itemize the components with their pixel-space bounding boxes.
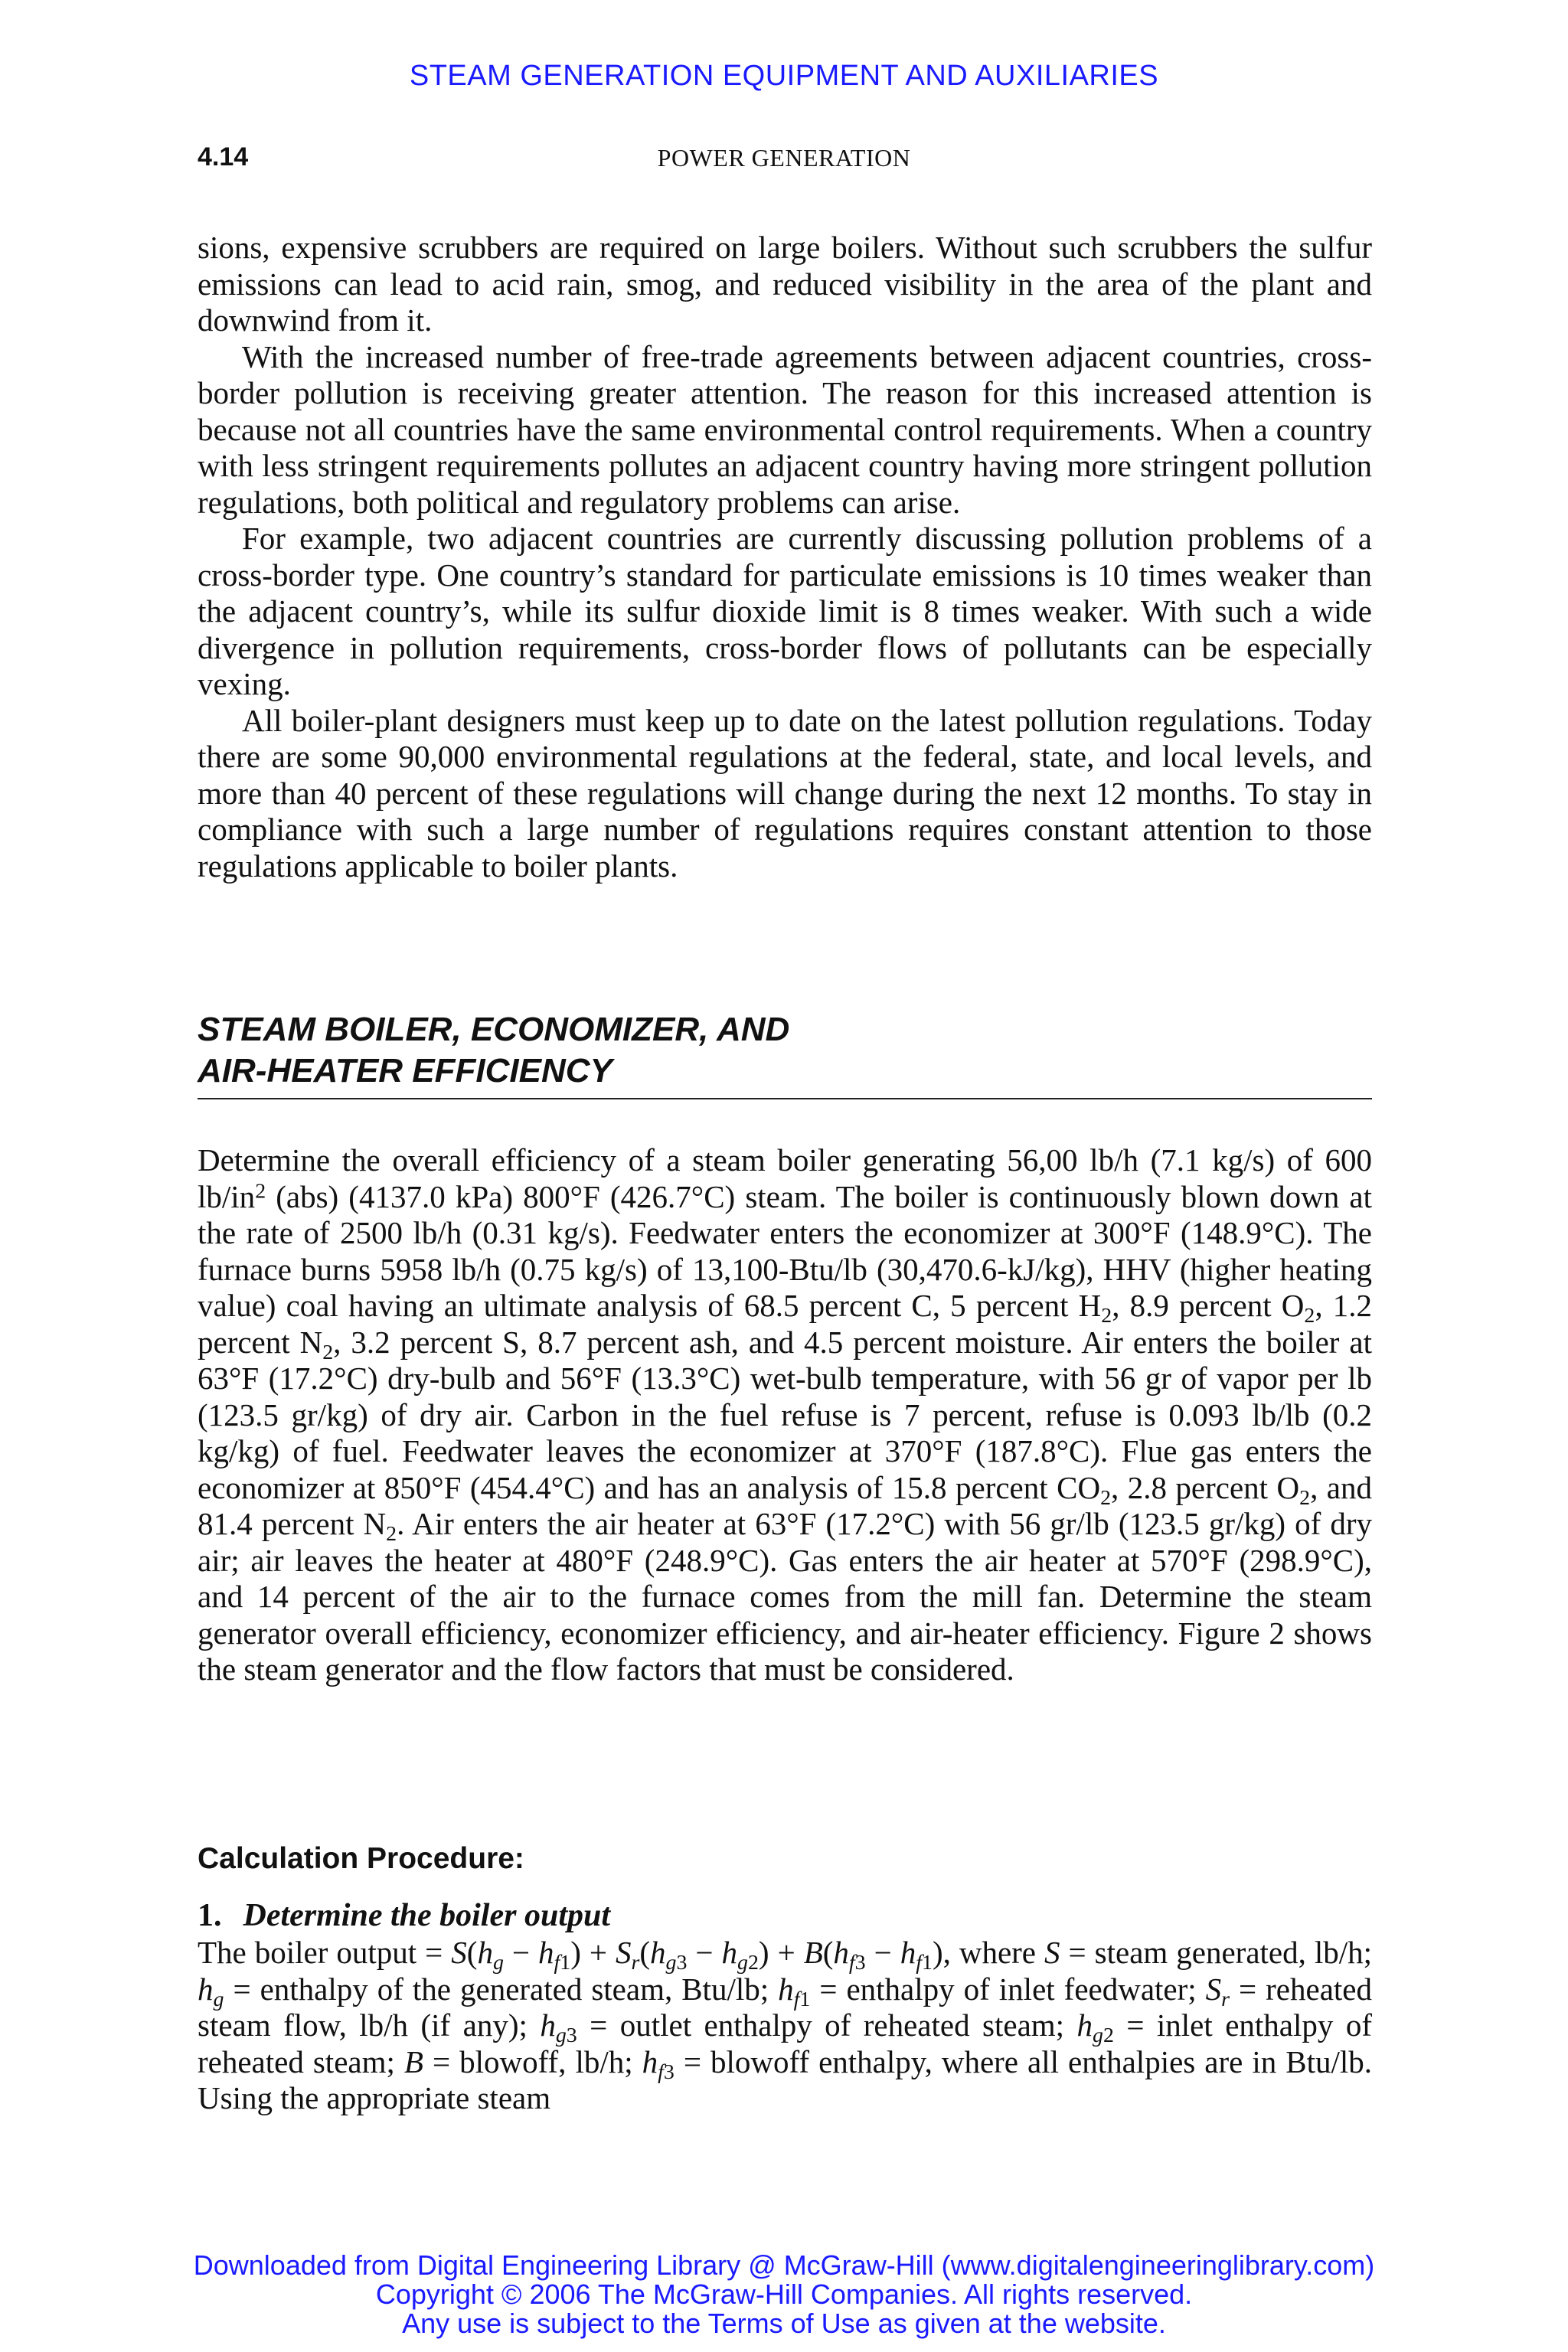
paragraph-2: With the increased number of free-trade agreements between adjacent countries, cross-border pollution is receiving greater attention. The reason for this increased attention is because not all countries have the same environmental control requirements. When a country with less stringent requirements pollutes an adjacent country having more stringent pollution regulations, both political and regulatory problems can arise. — [198, 338, 1372, 520]
section-title-line-1: STEAM BOILER, ECONOMIZER, AND — [198, 1011, 790, 1048]
section-title-line-2: AIR-HEATER EFFICIENCY — [198, 1052, 612, 1089]
step-title: Determine the boiler output — [243, 1898, 611, 1933]
step-1-paragraph: The boiler output = $S(h_g - h_{f1}) + S_r(h_{g3} - h_{g2}) + B(h_{f3} - h_{f1})$, where S = steam generated, lb/h; $h_g$ = enthalpy of the generated steam, Btu/lb; $h_{f1}$ = enthalpy of inlet feedwater; $S_r$ = reheated steam flow, lb/h (if any); $h_{g3}$ = outlet enthalpy of reheated steam; $h_{g2}$ = inlet enthalpy of reheated steam; B = blowoff, lb/h; $h_{f3}$ = blowoff enthalpy, where all enthalpies are in Btu/lb. Using the appropriate steam — [198, 1935, 1373, 2115]
calculation-procedure-heading: Calculation Procedure: — [198, 1842, 524, 1875]
step-number: 1. — [198, 1898, 222, 1933]
running-head: POWER GENERATION — [657, 144, 911, 172]
footer-copyright: Copyright © 2006 The McGraw-Hill Companies. All rights reserved. — [375, 2278, 1193, 2310]
page-number: 4.14 — [198, 142, 249, 172]
step-1-heading — [198, 1897, 610, 1934]
intro-text — [198, 230, 1372, 884]
book-section-banner[interactable]: STEAM GENERATION EQUIPMENT AND AUXILIARIES — [409, 60, 1159, 92]
problem-statement — [198, 1142, 1372, 1688]
download-footer[interactable] — [0, 2251, 1568, 2338]
paragraph-4: All boiler-plant designers must keep up to date on the latest pollution regulations. Today there are some 90,000 environmental regulations at the federal, state, and local levels, and more than 40 percent of these regulations will change during the next 12 months. To stay in compliance with such a large number of regulations requires constant attention to those regulations applicable to boiler plants. — [198, 702, 1372, 884]
paragraph-1: sions, expensive scrubbers are required on large boilers. Without such scrubbers the sulfur emissions can lead to acid rain, smog, and reduced visibility in the area of the plant and downwind from it. — [198, 230, 1372, 338]
step-1-body — [198, 1935, 1372, 2117]
footer-terms[interactable]: Any use is subject to the Terms of Use as given at the website. — [402, 2308, 1166, 2339]
problem-paragraph: Determine the overall efficiency of a steam boiler generating 56,00 lb/h (7.1 kg/s) of 600 $lb/in^2$ (abs) (4137.0 kPa) 800°F (426.7°C) steam. The boiler is continuously blown down at the rate of 2500 lb/h (0.31 kg/s). Feedwater enters the economizer at 300°F (148.9°C). The furnace burns 5958 lb/h (0.75 kg/s) of 13,100-Btu/lb (30,470.6-kJ/kg), HHV (higher heating value) coal having an ultimate analysis of 68.5 percent C, 5 percent $H_2$, 8.9 percent $O_2$, 1.2 percent $N_2$, 3.2 percent S, 8.7 percent ash, and 4.5 percent moisture. Air enters the boiler at 63°F (17.2°C) dry-bulb and 56°F (13.3°C) wet-bulb temperature, with 56 gr of vapor per lb (123.5 gr/kg) of dry air. Carbon in the fuel refuse is 7 percent, refuse is 0.093 lb/lb (0.2 kg/kg) of fuel. Feedwater leaves the economizer at 370°F (187.8°C). Flue gas enters the economizer at 850°F (454.4°C) and has an analysis of 15.8 percent $CO_2$, 2.8 percent $O_2$, and 81.4 percent $N_2$. Air enters the air heater at 63°F (17.2°C) with 56 gr/lb (123.5 gr/kg) of dry air; air leaves the heater at 480°F (248.9°C). Gas enters the air heater at 570°F (298.9°C), and 14 percent of the air to the furnace comes from the mill fan. Determine the steam generator overall efficiency, economizer efficiency, and air-heater efficiency. Figure 2 shows the steam generator and the flow factors that must be considered. — [198, 1142, 1373, 1687]
section-title — [198, 1009, 1372, 1099]
footer-download-link[interactable]: Downloaded from Digital Engineering Library @ McGraw-Hill (www.digitalengineeringlibrary.com) — [193, 2249, 1375, 2281]
paragraph-3: For example, two adjacent countries are currently discussing pollution problems of a cross-border type. One country’s standard for particulate emissions is 10 times weaker than the adjacent country’s, while its sulfur dioxide limit is 8 times weaker. With such a wide divergence in pollution requirements, cross-border flows of pollutants can be especially vexing. — [198, 521, 1372, 701]
